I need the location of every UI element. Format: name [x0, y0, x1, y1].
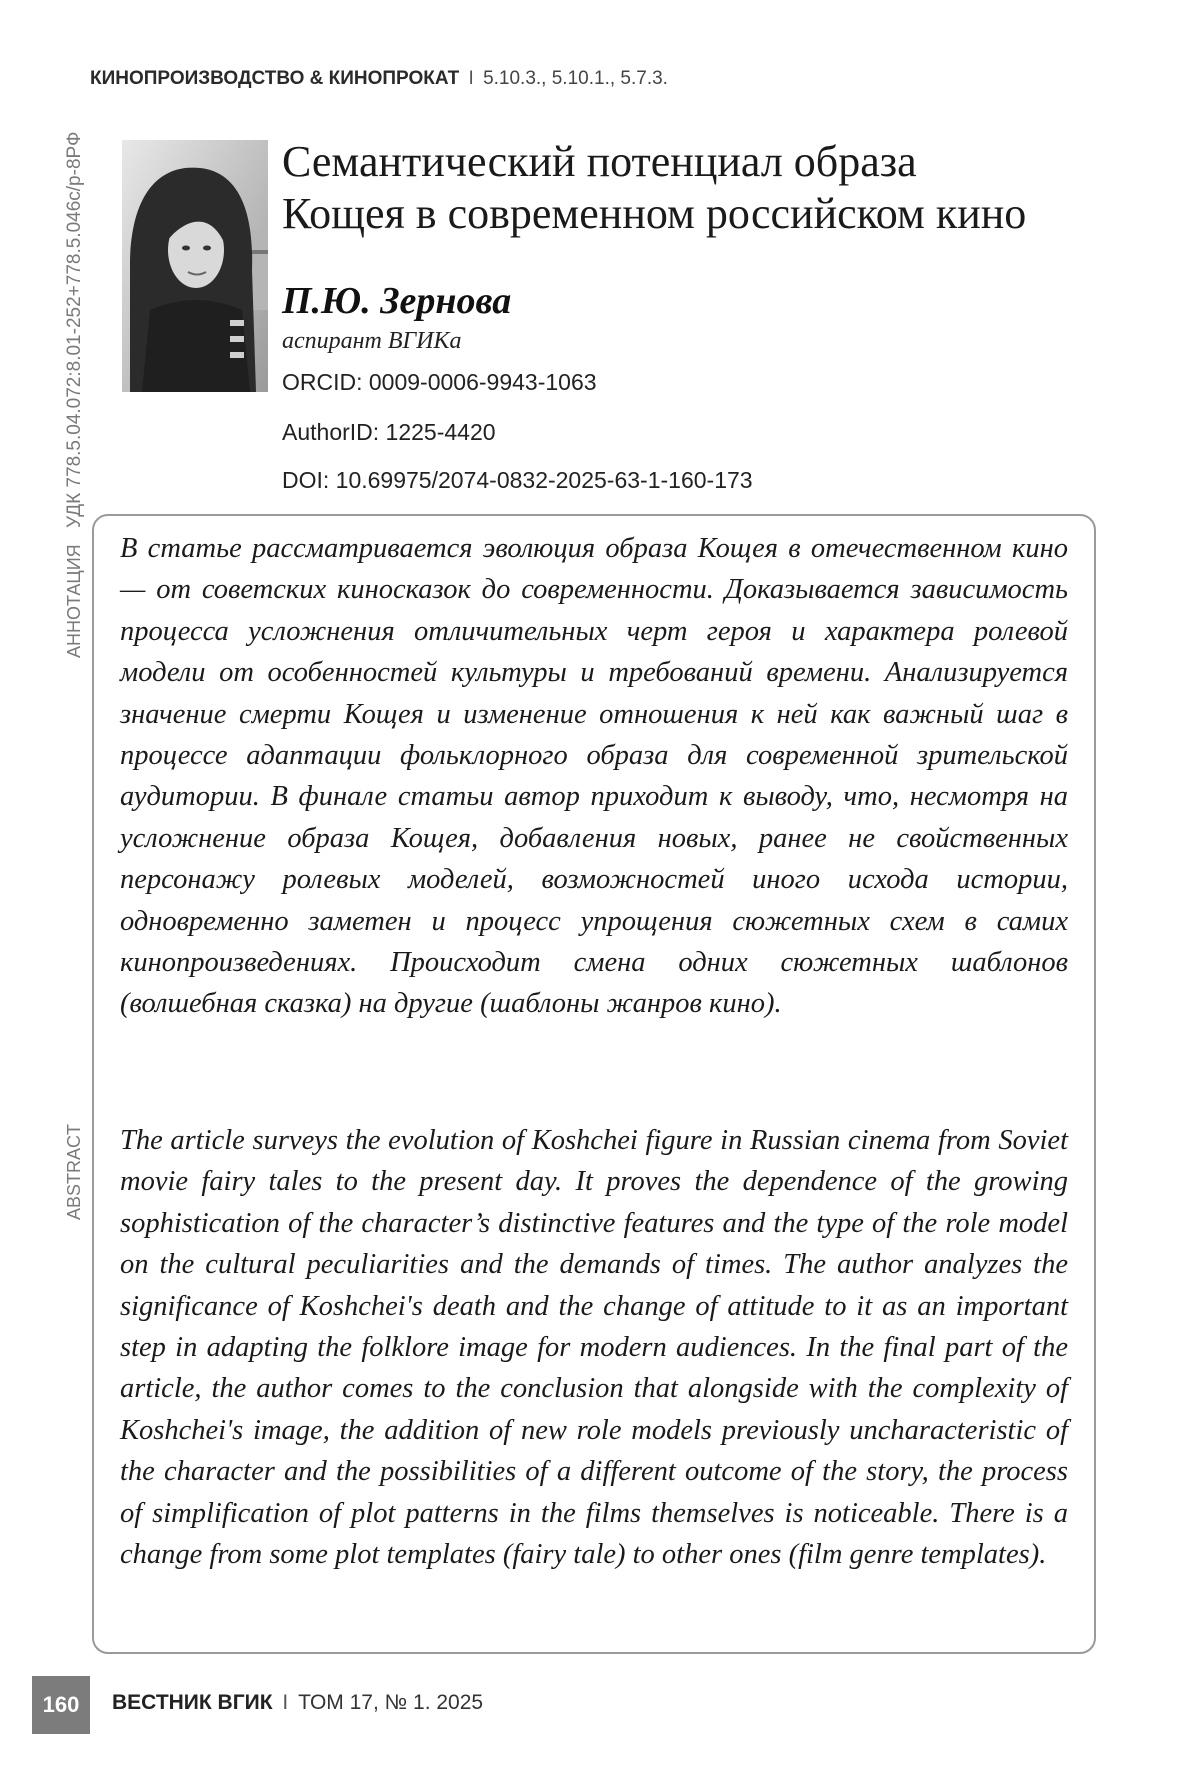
footer-separator: I [282, 1691, 289, 1714]
author-name: П.Ю. Зернова [282, 280, 512, 322]
doi: DOI: 10.69975/2074-0832-2025-63-1-160-173 [282, 467, 753, 493]
article-title [282, 136, 1142, 240]
author-id: AuthorID: 1225-4420 [282, 419, 496, 445]
annotation-label: АННОТАЦИЯ [64, 544, 84, 658]
journal-section: КИНОПРОИЗВОДСТВО & КИНОПРОКАТ [90, 68, 460, 89]
abstract-russian: В статье рассматривается эволюция образа Кощея в отечественном кино — от советских киносказок до современности. Доказывается зависимость процесса усложнения отличительных черт героя и характера ролевой модели от особенностей культуры и требований времени. Анализируется значение смерти Кощея и изменение отношения к ней как важный шаг в процессе адаптации фольклорного образа для современной зрительской аудитории. В финале статьи автор приходит к выводу, что, несмотря на усложнение образа Кощея, добавления новых, ранее не свойственных персонажу ролевых моделей, возможностей иного исхода истории, одновременно заметен и процесс упрощения сюжетных схем в самих кинопроизведениях. Происходит смена одних сюжетных шаблонов (волшебная сказка) на другие (шаблоны жанров кино). [120, 533, 1068, 1020]
header-separator: I [468, 68, 474, 89]
author-position: аспирант ВГИКа [282, 328, 462, 354]
abstract-label: ABSTRACT [64, 1123, 84, 1220]
running-header [90, 68, 1090, 90]
udk-code: УДК 778.5.04.072:8.01-252+778.5.046с/р-8РФ [64, 131, 85, 528]
journal-name: ВЕСТНИК ВГИК [112, 1691, 273, 1714]
specialty-codes: 5.10.3., 5.10.1., 5.7.3. [483, 68, 668, 89]
author-photo [122, 140, 268, 392]
page-number: 160 [32, 1676, 90, 1734]
title-line-2: Кощея в современном российском кино [282, 189, 1027, 238]
abstract-english: The article surveys the evolution of Koshchei figure in Russian cinema from Soviet movie fairy tales to the present day. It proves the dependence of the growing sophistication of the character’s distinctive features and the type of the role model on the cultural peculiarities and the demands of times. The author analyzes the significance of Koshchei's death and the change of attitude to it as an important step in adapting the folklore image for modern audiences. In the final part of the article, the author comes to the conclusion that alongside with the complexity of Koshchei's image, the addition of new role models previously uncharacteristic of the character and the possibilities of a different outcome of the story, the process of simplification of plot patterns in the films themselves is noticeable. There is a change from some plot templates (fairy tale) to other ones (film genre templates). [120, 1125, 1068, 1571]
journal-issue: ТОМ 17, № 1. 2025 [298, 1691, 484, 1714]
title-line-1: Семантический потенциал образа [282, 137, 917, 186]
journal-footer [112, 1691, 483, 1715]
orcid: ORCID: 0009-0006-9943-1063 [282, 369, 597, 395]
